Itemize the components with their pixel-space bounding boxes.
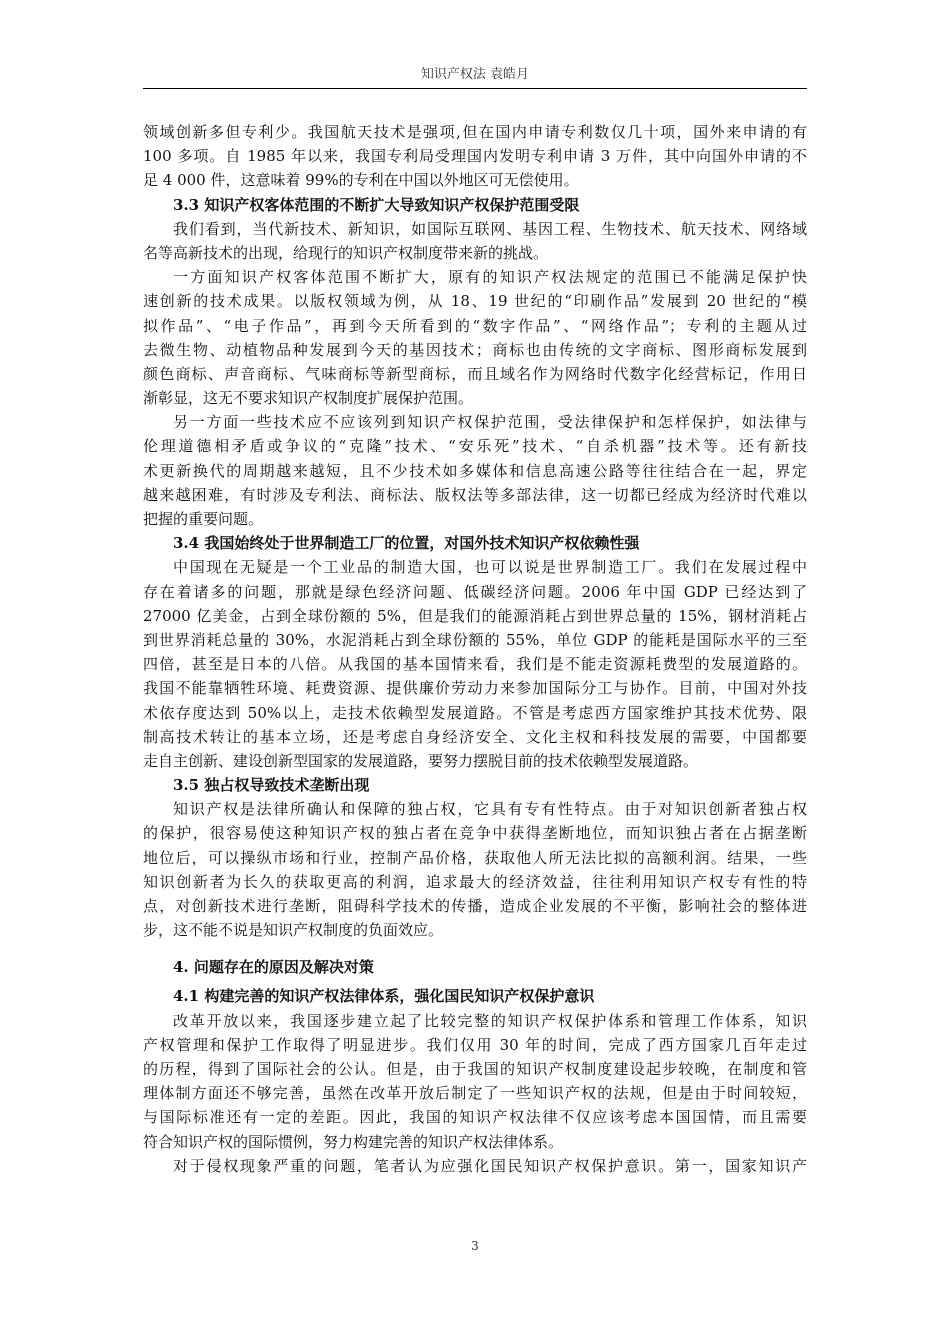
- text-line: 四倍，甚至是日本的八倍。从我国的基本国情来看，我们是不能走资源耗费型的发展道路的。: [143, 655, 807, 674]
- text-line: 步，这不能不说是知识产权制度的负面效应。: [143, 921, 444, 940]
- body-paragraph: [143, 410, 807, 531]
- text-line: 制高技术转让的基本立场，还是考虑自身经济安全、文化主权和科技发展的需要，中国都要: [143, 727, 807, 746]
- body-paragraph: [143, 555, 807, 773]
- body-paragraph: [143, 265, 807, 410]
- text-line: 走自主创新、建设创新型国家的发展道路，要努力摆脱目前的技术依赖型发展道路。: [143, 751, 699, 770]
- text-line: 改革开放以来，我国逐步建立起了比较完整的知识产权保护体系和管理工作体系，知识: [173, 1011, 807, 1030]
- text-line: 符合知识产权的国际惯例，努力构建完善的知识产权法律体系。: [143, 1132, 564, 1151]
- subsection-heading: 3.4 我国始终处于世界制造工厂的位置，对国外技术知识产权依赖性强: [173, 534, 640, 553]
- text-line: 足 4 000 件，这意味着 99%的专利在中国以外地区可无偿使用。: [143, 171, 579, 190]
- text-line: 颜色商标、声音商标、气味商标等新型商标，而且域名作为网络时代数字化经营标记，作用日: [143, 364, 807, 383]
- page-header: 知识产权法 袁皓月: [420, 67, 530, 82]
- text-line: 与国际标准还有一定的差距。因此，我国的知识产权法律不仅应该考虑本国国情，而且需要: [143, 1108, 807, 1127]
- header-divider: [143, 88, 807, 89]
- text-line: 术更新换代的周期越来越短，且不少技术如多媒体和信息高速公路等往往结合在一起，界定: [143, 461, 807, 480]
- body-paragraph: [143, 1009, 807, 1154]
- text-line: 存在着诸多的问题，那就是绿色经济问题、低碳经济问题。2006 年中国 GDP 已经达到了: [143, 582, 807, 601]
- text-line: 把握的重要问题。: [143, 510, 264, 528]
- text-line: 越来越困难，有时涉及专利法、商标法、版权法等多部法律，这一切都已经成为经济时代难以: [143, 485, 807, 504]
- text-line: 的保护，很容易使这种知识产权的独占者在竞争中获得垄断地位，而知识独占者在占据垄断: [143, 824, 807, 843]
- text-line: 渐彰显，这无不要求知识产权制度扩展保护范围。: [143, 389, 474, 408]
- text-line: 术依存度达到 50%以上，走技术依赖型发展道路。不管是考虑西方国家维护其技术优势、限: [143, 703, 807, 722]
- text-line: 去微生物、动植物品种发展到今天的基因技术；商标也由传统的文字商标、图形商标发展到: [143, 340, 807, 359]
- body-paragraph: [143, 797, 807, 942]
- text-line: 对于侵权现象严重的问题，笔者认为应强化国民知识产权保护意识。第一，国家知识产: [173, 1156, 807, 1175]
- text-line: 理体制方面还不够完善，虽然在改革开放后制定了一些知识产权的法规，但是由于时间较短，: [143, 1084, 807, 1103]
- subsection-heading: 3.5 独占权导致技术垄断出现: [173, 776, 370, 795]
- section-heading: 4. 问题存在的原因及解决对策: [173, 958, 374, 977]
- text-line: 领域创新多但专利少。我国航天技术是强项,但在国内申请专利数仅几十项，国外来申请的有: [143, 123, 807, 141]
- subsection-heading: 4.1 构建完善的知识产权法律体系，强化国民知识产权保护意识: [173, 987, 595, 1006]
- text-line: 另一方面一些技术应不应该列到知识产权保护范围，受法律保护和怎样保护，如法律与: [173, 413, 807, 432]
- text-line: 的历程，得到了国际社会的公认。但是，由于我国的知识产权制度建设起步较晚，在制度和管: [143, 1059, 807, 1078]
- text-line: 伦理道德相矛盾或争议的“克隆”技术、“安乐死”技术、“自杀机器”技术等。还有新技: [143, 437, 807, 456]
- text-line: 27000 亿美金，占到全球份额的 5%，但是我们的能源消耗占到世界总量的 15%，钢材消耗占: [143, 606, 807, 625]
- document-body: [143, 120, 807, 1178]
- text-line: 中国现在无疑是一个工业品的制造大国，也可以说是世界制造工厂。我们在发展过程中: [173, 558, 807, 577]
- text-line: 知识创新者为长久的获取更高的利润，追求最大的经济效益，往往利用知识产权专有性的特: [143, 872, 807, 891]
- text-line: 到世界消耗总量的 30%，水泥消耗占到全球份额的 55%，单位 GDP 的能耗是国际水平的三至: [143, 630, 807, 649]
- subsection-heading: 3.3 知识产权客体范围的不断扩大导致知识产权保护范围受限: [173, 195, 580, 214]
- text-line: 速创新的技术成果。以版权领域为例，从 18、19 世纪的“印刷作品”发展到 20 世纪的“模: [143, 292, 807, 311]
- text-line: 名等高新技术的出现，给现行的知识产权制度带来新的挑战。: [143, 243, 549, 262]
- body-paragraph: [143, 1154, 807, 1178]
- body-paragraph: [143, 120, 807, 193]
- text-line: 100 多项。自 1985 年以来，我国专利局受理国内发明专利申请 3 万件，其中向国外申请的不: [143, 147, 807, 166]
- text-line: 我国不能靠牺牲环境、耗费资源、提供廉价劳动力来参加国际分工与协作。目前，中国对外技: [143, 679, 807, 698]
- text-line: 我们看到，当代新技术、新知识，如国际互联网、基因工程、生物技术、航天技术、网络域: [173, 219, 807, 238]
- text-line: 知识产权是法律所确认和保障的独占权，它具有专有性特点。由于对知识创新者独占权: [173, 800, 807, 819]
- text-line: 一方面知识产权客体范围不断扩大，原有的知识产权法规定的范围已不能满足保护快: [173, 268, 807, 287]
- text-line: 点，对创新技术进行垄断，阻碍科学技术的传播，造成企业发展的不平衡，影响社会的整体进: [143, 897, 807, 915]
- text-line: 地位后，可以操纵市场和行业，控制产品价格，获取他人所无法比拟的高额利润。结果，一些: [143, 848, 807, 867]
- page-number: 3: [471, 1239, 479, 1253]
- body-paragraph: [143, 217, 807, 265]
- text-line: 产权管理和保护工作取得了明显进步。我们仅用 30 年的时间，完成了西方国家几百年走过: [143, 1035, 807, 1054]
- text-line: 拟作品”、“电子作品”，再到今天所看到的“数字作品”、“网络作品”；专利的主题从过: [143, 316, 807, 335]
